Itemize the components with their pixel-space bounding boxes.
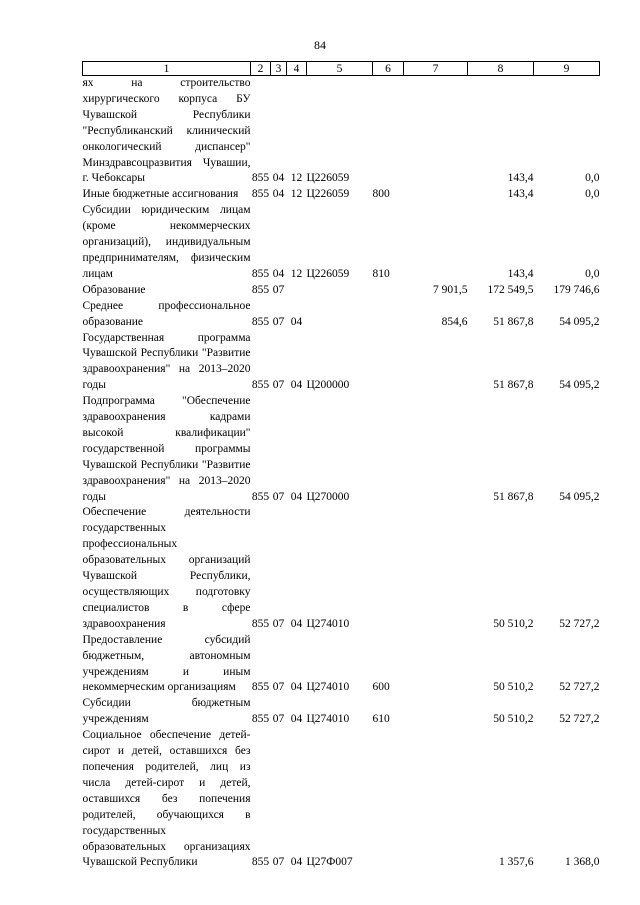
cell-subsection: 04 <box>290 681 303 694</box>
cell-amount-8: 172 549,5 <box>487 283 534 296</box>
row-name: Социальное обеспечение детей-сирот и детей, оставшихся без попечения родителей, лиц из числа детей-сирот и детей, оставшихся без попечения родителей, обучающихся в государственных образовательных организациях Чувашской Республики <box>82 729 251 869</box>
column-header: 3 <box>271 62 287 76</box>
cell-amount-7 <box>404 394 468 505</box>
cell-expense-type <box>373 728 404 871</box>
table-row <box>83 283 600 299</box>
cell-amount-7: 7 901,5 <box>433 283 468 296</box>
cell-target-article: Ц226059 <box>306 188 350 201</box>
cell-expense-type: 810 <box>372 267 390 280</box>
cell-admin: 855 <box>251 283 270 296</box>
cell-target-article: Ц200000 <box>306 379 350 392</box>
cell-admin: 855 <box>251 681 270 694</box>
cell-amount-7 <box>404 203 468 283</box>
table-row <box>83 203 600 283</box>
table-header-row <box>83 62 600 76</box>
row-name: Среднее профессиональное образование <box>82 299 251 328</box>
cell-amount-9: 0,0 <box>585 172 600 185</box>
cell-subsection <box>287 283 307 299</box>
page-number: 84 <box>314 38 326 52</box>
cell-expense-type: 610 <box>372 713 390 726</box>
row-name: Субсидии бюджетным учреждениям <box>82 697 251 726</box>
table-row <box>83 728 600 871</box>
cell-section: 07 <box>272 315 285 328</box>
cell-amount-8: 51 867,8 <box>493 379 534 392</box>
cell-section: 07 <box>272 681 285 694</box>
cell-amount-9: 54 095,2 <box>559 315 600 328</box>
cell-amount-9: 1 368,0 <box>565 856 600 869</box>
column-header: 6 <box>373 62 404 76</box>
cell-admin: 855 <box>251 172 270 185</box>
cell-target-article: Ц274010 <box>306 713 350 726</box>
cell-section: 04 <box>272 172 285 185</box>
cell-subsection: 04 <box>290 315 303 328</box>
table-row <box>83 76 600 188</box>
cell-amount-9: 54 095,2 <box>559 379 600 392</box>
cell-amount-8: 1 357,6 <box>499 856 534 869</box>
cell-section: 04 <box>272 188 285 201</box>
cell-section: 07 <box>272 490 285 503</box>
cell-admin: 855 <box>251 856 270 869</box>
cell-admin: 855 <box>251 267 270 280</box>
cell-subsection: 04 <box>290 379 303 392</box>
column-header: 7 <box>404 62 468 76</box>
cell-subsection: 12 <box>290 172 303 185</box>
column-header: 4 <box>287 62 307 76</box>
table-row <box>83 187 600 203</box>
table-row <box>83 394 600 505</box>
cell-subsection: 12 <box>290 267 303 280</box>
cell-expense-type <box>373 299 404 331</box>
row-name: ях на строительство хирургического корпуса БУ Чувашской Республики "Республиканский клинический онкологический диспансер" Минздравсоцразвития Чувашии, г. Чебоксары <box>82 77 251 185</box>
cell-target-article: Ц226059 <box>306 267 350 280</box>
cell-subsection: 04 <box>290 713 303 726</box>
cell-admin: 855 <box>251 379 270 392</box>
cell-section: 07 <box>272 856 285 869</box>
cell-amount-9: 52 727,2 <box>559 617 600 630</box>
cell-expense-type: 800 <box>372 188 390 201</box>
cell-amount-9: 52 727,2 <box>559 713 600 726</box>
cell-amount-8: 50 510,2 <box>493 713 534 726</box>
cell-amount-9: 0,0 <box>585 188 600 201</box>
cell-amount-9: 54 095,2 <box>559 490 600 503</box>
column-header: 1 <box>83 62 251 76</box>
cell-target-article: Ц270000 <box>306 490 350 503</box>
cell-section: 07 <box>272 379 285 392</box>
cell-admin: 855 <box>251 617 270 630</box>
cell-amount-7 <box>404 331 468 395</box>
cell-target-article: Ц274010 <box>306 617 350 630</box>
cell-expense-type: 600 <box>372 681 390 694</box>
cell-expense-type <box>373 505 404 632</box>
cell-target-article: Ц27Ф007 <box>306 856 353 869</box>
cell-amount-7 <box>404 633 468 697</box>
cell-amount-7: 854,6 <box>441 315 468 328</box>
cell-target-article: Ц274010 <box>306 681 350 694</box>
cell-amount-9: 52 727,2 <box>559 681 600 694</box>
column-header: 9 <box>534 62 600 76</box>
cell-amount-7 <box>404 505 468 632</box>
table-row <box>83 505 600 632</box>
table-row <box>83 299 600 331</box>
cell-subsection: 04 <box>290 617 303 630</box>
column-header: 8 <box>468 62 534 76</box>
cell-amount-9: 179 746,6 <box>553 283 600 296</box>
cell-amount-8: 50 510,2 <box>493 681 534 694</box>
budget-table <box>82 61 600 871</box>
cell-amount-7 <box>404 696 468 728</box>
cell-expense-type <box>373 394 404 505</box>
row-name: Образование <box>82 283 146 296</box>
cell-amount-8: 50 510,2 <box>493 617 534 630</box>
cell-subsection: 04 <box>290 856 303 869</box>
column-header: 2 <box>251 62 271 76</box>
cell-admin: 855 <box>251 188 270 201</box>
cell-amount-8: 143,4 <box>507 172 534 185</box>
cell-target-article: Ц226059 <box>306 172 350 185</box>
cell-amount-7 <box>404 728 468 871</box>
cell-section: 07 <box>272 283 285 296</box>
cell-expense-type <box>373 283 404 299</box>
row-name: Государственная программа Чувашской Республики "Развитие здравоохранения" на 2013–2020 годы <box>82 331 251 392</box>
cell-target-article <box>307 283 373 299</box>
table-row <box>83 331 600 395</box>
cell-expense-type <box>373 331 404 395</box>
cell-section: 04 <box>272 267 285 280</box>
row-name: Субсидии юридическим лицам (кроме некоммерческих организаций), индивидуальным предпринимателям, физическим лицам <box>82 204 251 280</box>
cell-target-article <box>307 299 373 331</box>
cell-amount-7 <box>404 76 468 188</box>
row-name: Предоставление субсидий бюджетным, автономным учреждениям и иным некоммерческим организациям <box>82 633 251 694</box>
cell-expense-type <box>373 76 404 188</box>
table-row <box>83 633 600 697</box>
cell-amount-8: 51 867,8 <box>493 490 534 503</box>
column-header: 5 <box>307 62 373 76</box>
row-name: Обеспечение деятельности государственных профессиональных образовательных организаций Чувашской Республики, осуществляющих подготовку специалистов в сфере здравоохранения <box>82 506 251 630</box>
cell-section: 07 <box>272 713 285 726</box>
cell-subsection: 04 <box>290 490 303 503</box>
cell-section: 07 <box>272 617 285 630</box>
cell-amount-7 <box>404 187 468 203</box>
cell-admin: 855 <box>251 315 270 328</box>
cell-amount-8: 143,4 <box>507 188 534 201</box>
row-name: Иные бюджетные ассигнования <box>82 188 239 201</box>
table-row <box>83 696 600 728</box>
cell-admin: 855 <box>251 713 270 726</box>
cell-amount-9: 0,0 <box>585 267 600 280</box>
cell-amount-8: 143,4 <box>507 267 534 280</box>
cell-amount-8: 51 867,8 <box>493 315 534 328</box>
cell-admin: 855 <box>251 490 270 503</box>
cell-subsection: 12 <box>290 188 303 201</box>
row-name: Подпрограмма "Обеспечение здравоохранения кадрами высокой квалификации" государственной программы Чувашской Республики "Развитие здравоохранения" на 2013–2020 годы <box>82 395 251 503</box>
